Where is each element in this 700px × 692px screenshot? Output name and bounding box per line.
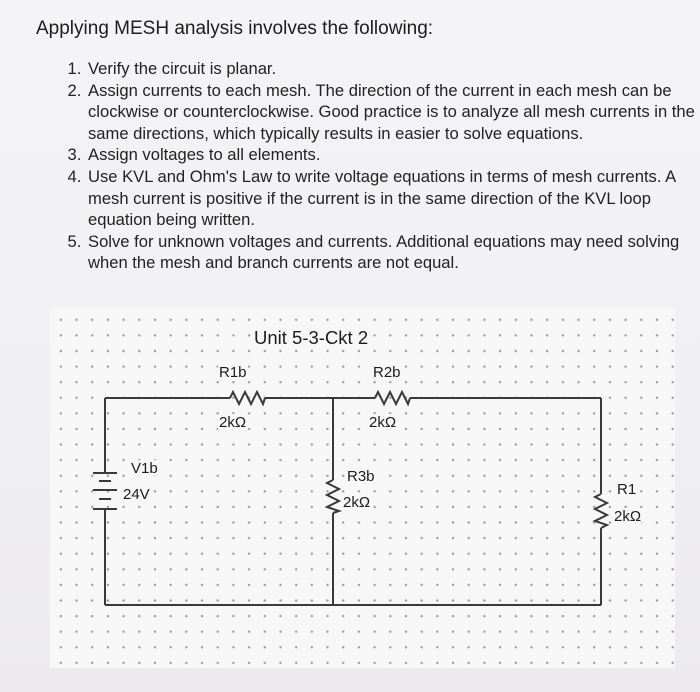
v1b-value: 24V — [123, 486, 150, 503]
r3b-resistor-symbol — [327, 480, 339, 513]
step-item: 4. Use KVL and Ohm's Law to write voltage equations in terms of mesh currents. A mesh current is positive if the current is in the same direction of the KVL loop equation being written. — [86, 166, 700, 231]
r3b-value: 2kΩ — [343, 494, 371, 511]
battery-symbol — [93, 473, 117, 509]
r3b-label: R3b — [347, 468, 375, 485]
step-item: 5. Solve for unknown voltages and currents. Additional equations may need solving when the mesh and branch currents are not equal. — [86, 231, 700, 274]
page-heading: Applying MESH analysis involves the following: — [36, 18, 434, 39]
r1b-resistor-symbol — [230, 392, 265, 404]
step-item: 2. Assign currents to each mesh. The direction of the current in each mesh can be clockwise or counterclockwise. Good practice is to analyze all mesh currents in the same directions, which typically results in easier to solve equations. — [86, 80, 700, 145]
steps-list — [56, 58, 700, 274]
r1-value: 2kΩ — [614, 508, 642, 525]
r2b-label: R2b — [373, 364, 401, 381]
r1b-value: 2kΩ — [219, 414, 247, 431]
r1-resistor-symbol — [595, 494, 607, 528]
step-item: 1. Verify the circuit is planar. — [86, 58, 700, 80]
circuit-diagram — [50, 308, 675, 668]
r1b-label: R1b — [219, 364, 247, 381]
v1b-label: V1b — [131, 460, 158, 477]
r1-label: R1 — [617, 481, 637, 498]
circuit-title: Unit 5-3-Ckt 2 — [254, 327, 369, 348]
step-item: 3. Assign voltages to all elements. — [86, 144, 700, 166]
r2b-value: 2kΩ — [369, 414, 397, 431]
r2b-resistor-symbol — [375, 392, 410, 404]
